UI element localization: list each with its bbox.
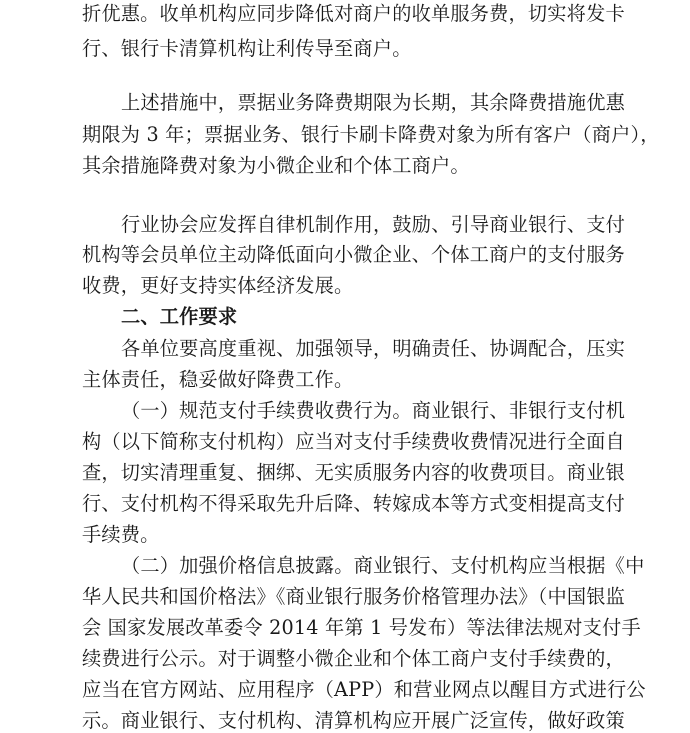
text-line: 期限为 3 年；票据业务、银行卡刷卡降费对象为所有客户（商户），	[82, 123, 660, 146]
text-line: 主体责任，稳妥做好降费工作。	[82, 368, 354, 391]
text-line: 手续费。	[82, 523, 160, 546]
text-line: 示。商业银行、支付机构、清算机构应开展广泛宣传，做好政策	[82, 709, 625, 732]
text-line: 行、支付机构不得采取先升后降、转嫁成本等方式变相提高支付	[82, 492, 625, 515]
paragraph-start-line: 行业协会应发挥自律机制作用，鼓励、引导商业银行、支付	[121, 213, 626, 236]
text-line: 查，切实清理重复、捆绑、无实质服务内容的收费项目。商业银	[82, 461, 625, 484]
text-line: 华人民共和国价格法》《商业银行服务价格管理办法》（中国银监	[82, 585, 626, 608]
text-line: 收费，更好支持实体经济发展。	[82, 274, 354, 297]
text-line: 行、银行卡清算机构让利传导至商户。	[82, 37, 412, 60]
text-line: 应当在官方网站、应用程序（APP）和营业网点以醒目方式进行公	[82, 678, 646, 701]
paragraph-start-line: 各单位要高度重视、加强领导，明确责任、协调配合，压实	[121, 337, 626, 360]
text-line: 机构等会员单位主动降低面向小微企业、个体工商户的支付服务	[82, 243, 625, 266]
subsection-start-line: （一）规范支付手续费收费行为。商业银行、非银行支付机	[121, 399, 626, 422]
text-line: 其余措施降费对象为小微企业和个体工商户。	[82, 154, 470, 177]
text-line: 折优惠。收单机构应同步降低对商户的收单服务费，切实将发卡	[82, 2, 625, 25]
paragraph-start-line: 上述措施中，票据业务降费期限为长期，其余降费措施优惠	[121, 91, 626, 114]
text-line: 构（以下简称支付机构）应当对支付手续费收费情况进行全面自	[82, 430, 625, 453]
text-line: 续费进行公示。对于调整小微企业和个体工商户支付手续费的，	[82, 647, 625, 670]
subsection-start-line: （二）加强价格信息披露。商业银行、支付机构应当根据《中	[121, 554, 645, 577]
section-heading: 二、工作要求	[121, 305, 238, 328]
text-line: 会 国家发展改革委令 2014 年第 1 号发布）等法律法规对支付手	[82, 616, 641, 639]
